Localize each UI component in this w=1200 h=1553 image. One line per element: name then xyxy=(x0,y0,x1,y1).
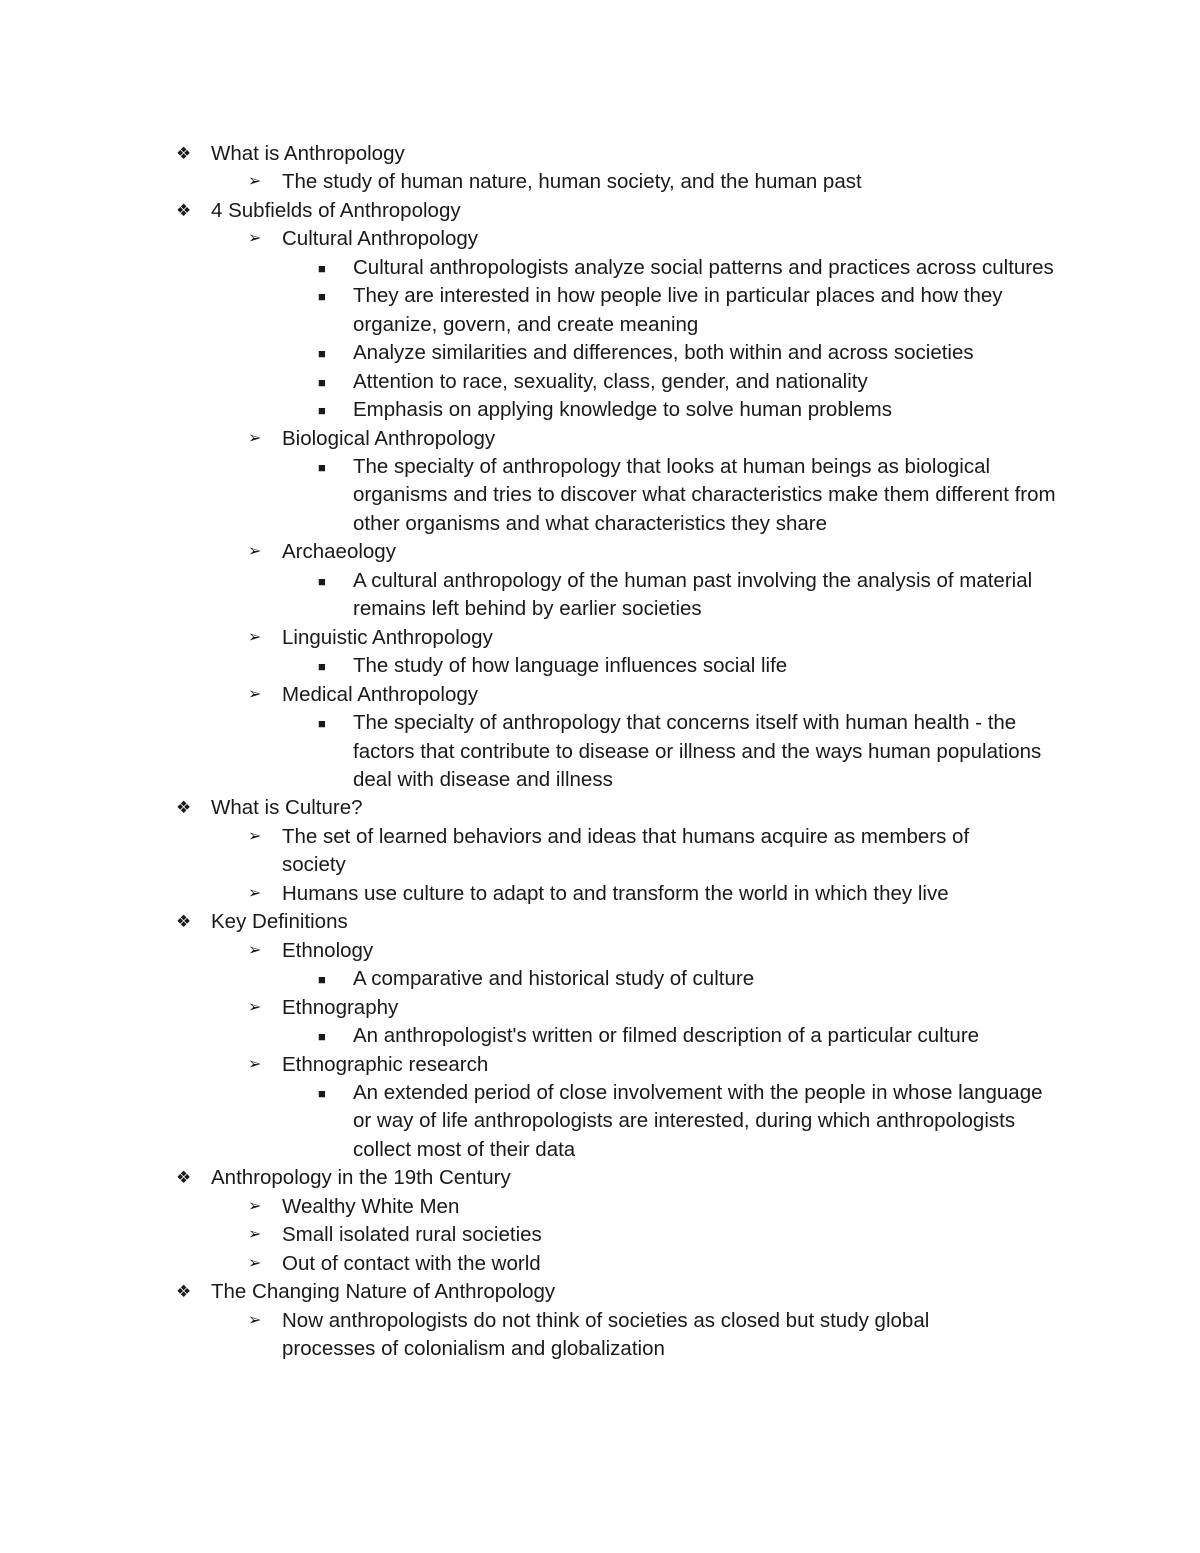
arrow-bullet-icon: ➢ xyxy=(248,827,262,845)
outline-item-level-2 xyxy=(0,1307,1022,1364)
outline-item-text: Now anthropologists do not think of societies as closed but study global processes of colonialism and globalization xyxy=(282,1308,930,1361)
outline-item-text: Analyze similarities and differences, both within and across societies xyxy=(353,341,974,365)
square-bullet-icon: ■ xyxy=(318,1029,326,1045)
outline-item-level-2 xyxy=(0,1193,1022,1221)
outline-item-text: Attention to race, sexuality, class, gender, and nationality xyxy=(353,369,868,393)
outline-item-level-2 xyxy=(0,937,1022,965)
outline-item-text: An extended period of close involvement with the people in whose language or way of life anthropologists are interested, during which anthropologists collect most of their data xyxy=(353,1080,1043,1161)
outline-item-level-3 xyxy=(0,368,1058,396)
outline-item-text: Linguistic Anthropology xyxy=(282,625,493,649)
outline-item-level-3 xyxy=(0,254,1058,282)
outline-item-text: Medical Anthropology xyxy=(282,682,479,706)
outline-item-level-1 xyxy=(0,908,1200,936)
outline-item-text: Wealthy White Men xyxy=(282,1194,460,1218)
outline-item-level-3 xyxy=(0,282,1058,339)
outline-item-level-2 xyxy=(0,425,1022,453)
arrow-bullet-icon: ➢ xyxy=(248,941,262,959)
outline-item-text: The study of human nature, human society, and the human past xyxy=(282,170,862,194)
diamond-bullet-icon: ❖ xyxy=(176,200,192,220)
square-bullet-icon: ■ xyxy=(318,374,326,390)
outline-item-text: Out of contact with the world xyxy=(282,1251,541,1275)
outline-item-text: Cultural Anthropology xyxy=(282,227,479,251)
outline-item-level-3 xyxy=(0,339,1058,367)
outline-item-text: Ethnographic research xyxy=(282,1052,489,1076)
outline-item-level-2 xyxy=(0,1051,1022,1079)
outline-item-text: Emphasis on applying knowledge to solve human problems xyxy=(353,398,893,422)
outline-item-level-2 xyxy=(0,538,1022,566)
outline-item-level-2 xyxy=(0,624,1022,652)
document-outline xyxy=(0,140,1200,1363)
outline-item-level-3 xyxy=(0,652,1058,680)
diamond-bullet-icon: ❖ xyxy=(176,798,192,818)
square-bullet-icon: ■ xyxy=(318,1085,326,1101)
outline-item-text: Biological Anthropology xyxy=(282,426,496,450)
diamond-bullet-icon: ❖ xyxy=(176,144,192,163)
outline-item-level-3 xyxy=(0,1079,1058,1164)
outline-item-level-3 xyxy=(0,396,1058,424)
outline-item-text: The set of learned behaviors and ideas that humans acquire as members of society xyxy=(282,824,970,877)
outline-item-text: A cultural anthropology of the human past involving the analysis of material remains left behind by earlier societies xyxy=(353,568,1033,621)
outline-item-level-3 xyxy=(0,965,1058,993)
arrow-bullet-icon: ➢ xyxy=(248,543,262,561)
arrow-bullet-icon: ➢ xyxy=(248,173,262,191)
outline-item-text: A comparative and historical study of culture xyxy=(353,967,755,991)
outline-item-text: What is Culture? xyxy=(211,796,363,820)
arrow-bullet-icon: ➢ xyxy=(248,998,262,1016)
square-bullet-icon: ■ xyxy=(318,289,326,305)
outline-item-text: Small isolated rural societies xyxy=(282,1223,542,1247)
square-bullet-icon: ■ xyxy=(318,972,326,988)
outline-item-text: Archaeology xyxy=(282,540,396,564)
outline-item-level-1 xyxy=(0,1164,1200,1192)
outline-item-level-2 xyxy=(0,994,1022,1022)
arrow-bullet-icon: ➢ xyxy=(248,230,262,248)
outline-item-text: The specialty of anthropology that looks at human beings as biological organisms and tries to discover what characteristics make them different from other organisms and what characteristics they share xyxy=(353,454,1056,535)
outline-item-level-2 xyxy=(0,225,1022,253)
arrow-bullet-icon: ➢ xyxy=(248,1055,262,1073)
outline-item-level-3 xyxy=(0,567,1058,624)
outline-item-text: What is Anthropology xyxy=(211,142,405,165)
outline-item-text: 4 Subfields of Anthropology xyxy=(211,198,461,222)
outline-item-level-2 xyxy=(0,168,1022,196)
outline-item-level-3 xyxy=(0,1022,1058,1050)
outline-item-level-2 xyxy=(0,823,1022,880)
outline-item-text: Cultural anthropologists analyze social patterns and practices across cultures xyxy=(353,255,1054,279)
outline-item-text: Ethnography xyxy=(282,995,399,1019)
arrow-bullet-icon: ➢ xyxy=(248,1197,262,1215)
outline-item-level-2 xyxy=(0,880,1022,908)
outline-item-text: The study of how language influences social life xyxy=(353,654,788,678)
arrow-bullet-icon: ➢ xyxy=(248,1311,262,1329)
outline-item-level-1 xyxy=(0,794,1200,822)
square-bullet-icon: ■ xyxy=(318,346,326,362)
outline-item-text: Humans use culture to adapt to and transform the world in which they live xyxy=(282,881,949,905)
arrow-bullet-icon: ➢ xyxy=(248,1226,262,1244)
diamond-bullet-icon: ❖ xyxy=(176,1168,192,1188)
arrow-bullet-icon: ➢ xyxy=(248,429,262,447)
outline-item-level-1 xyxy=(0,197,1200,225)
square-bullet-icon: ■ xyxy=(318,260,326,276)
outline-item-level-3 xyxy=(0,709,1058,794)
outline-item-level-3 xyxy=(0,453,1058,538)
outline-item-text: Ethnology xyxy=(282,938,374,962)
arrow-bullet-icon: ➢ xyxy=(248,884,262,902)
outline-item-text: The specialty of anthropology that concerns itself with human health - the factors that contribute to disease or illness and the ways human populations deal with disease and illness xyxy=(353,711,1042,791)
square-bullet-icon: ■ xyxy=(318,659,326,675)
arrow-bullet-icon: ➢ xyxy=(248,628,262,646)
square-bullet-icon: ■ xyxy=(318,716,326,732)
diamond-bullet-icon: ❖ xyxy=(176,912,192,932)
arrow-bullet-icon: ➢ xyxy=(248,685,262,703)
square-bullet-icon: ■ xyxy=(318,459,326,475)
outline-item-text: The Changing Nature of Anthropology xyxy=(211,1280,556,1304)
outline-item-level-2 xyxy=(0,1221,1022,1249)
arrow-bullet-icon: ➢ xyxy=(248,1254,262,1272)
outline-item-text: They are interested in how people live in particular places and how they organize, govern, and create meaning xyxy=(353,284,1003,336)
outline-item-level-1 xyxy=(0,140,1200,168)
outline-item-level-2 xyxy=(0,1250,1022,1278)
outline-item-text: Anthropology in the 19th Century xyxy=(211,1166,511,1190)
square-bullet-icon: ■ xyxy=(318,573,326,589)
outline-item-level-2 xyxy=(0,681,1022,709)
square-bullet-icon: ■ xyxy=(318,403,326,419)
outline-item-text: Key Definitions xyxy=(211,910,348,934)
outline-item-text: An anthropologist's written or filmed description of a particular culture xyxy=(353,1024,980,1048)
outline-item-level-1 xyxy=(0,1278,1200,1306)
diamond-bullet-icon: ❖ xyxy=(176,1282,192,1302)
